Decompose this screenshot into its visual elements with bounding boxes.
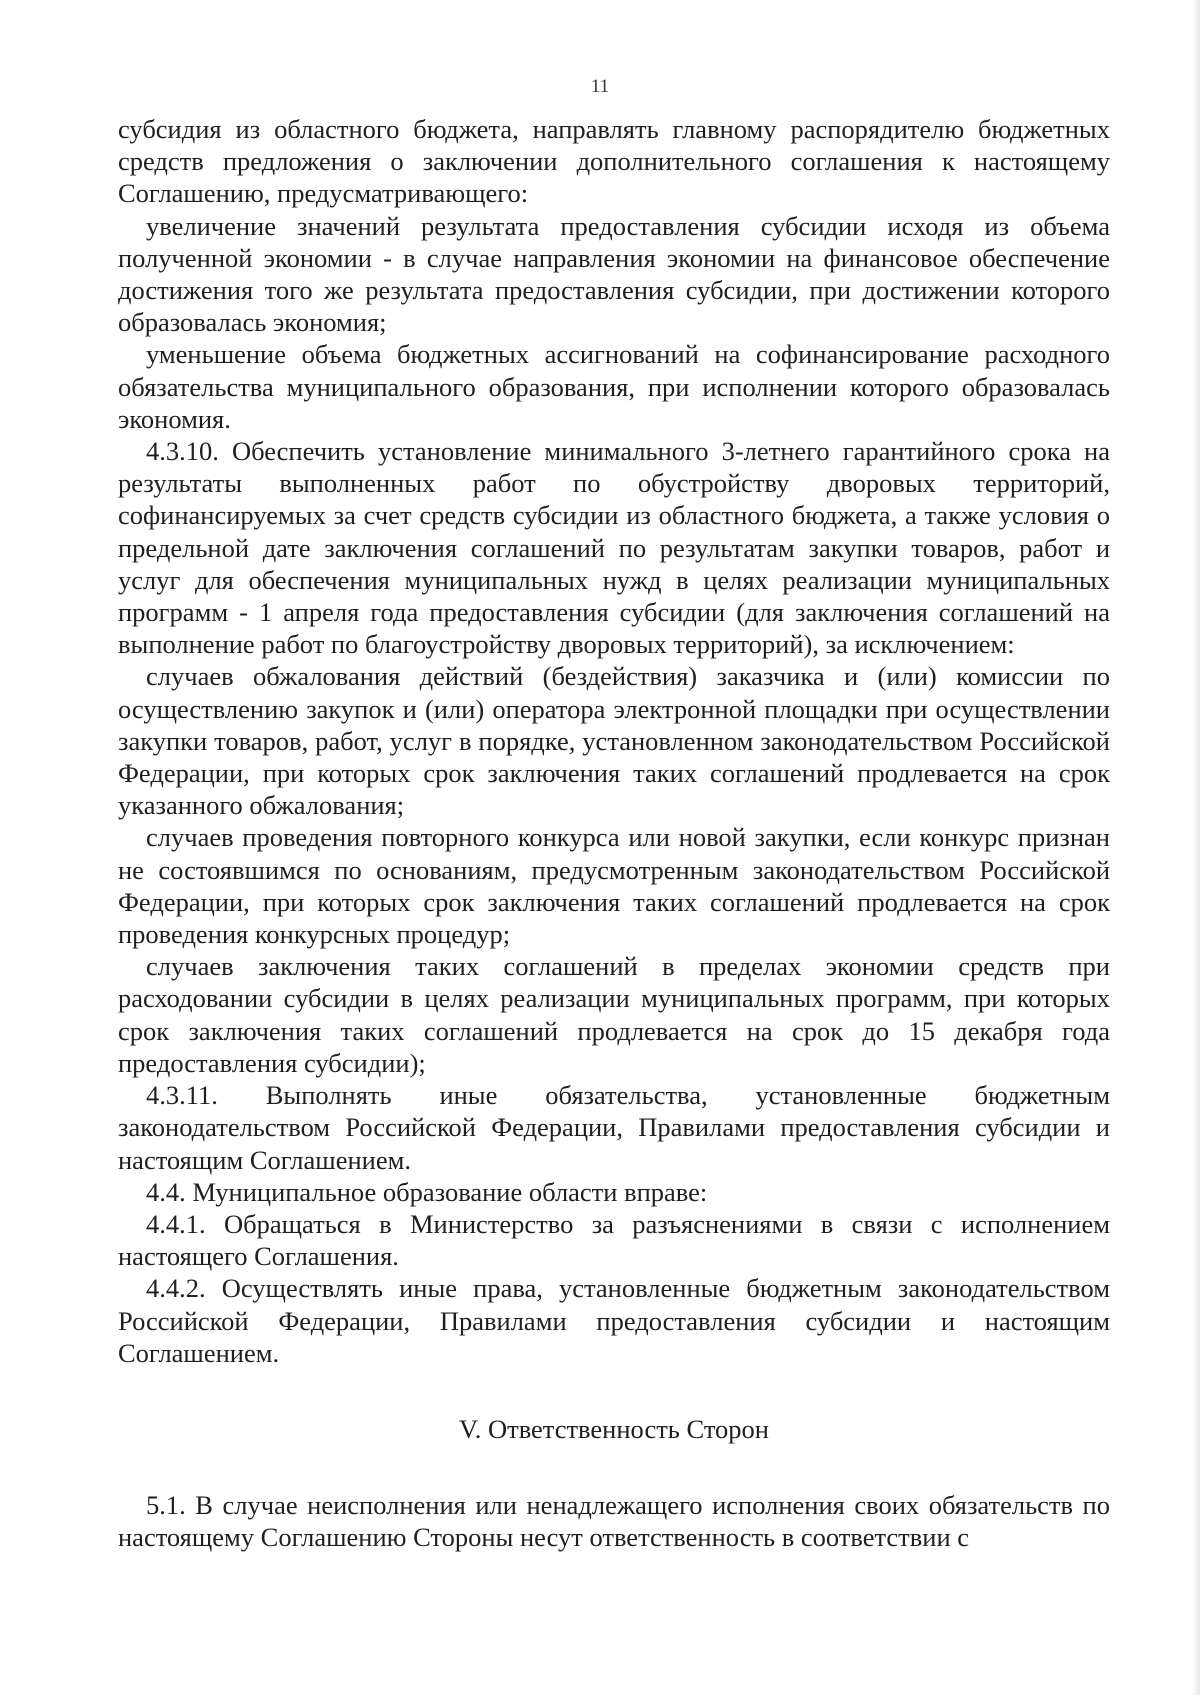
paragraph-repeat-tender-cases: случаев проведения повторного конкурса или новой закупки, если конкурс признан не состоявшимся по основаниям, предусмотренным законодательством Российской Федерации, при которых срок заключения таких соглашений продлевается на срок проведения конкурсных процедур; — [118, 822, 1110, 950]
document-body — [118, 113, 1110, 1554]
paragraph-increase-result: увеличение значений результата предоставления субсидии исходя из объема полученной экономии - в случае направления экономии на финансовое обеспечение достижения того же результата предоставления субсидии, при достижении которого образовалась экономия; — [118, 210, 1110, 338]
paragraph-4-3-11: 4.3.11. Выполнять иные обязательства, установленные бюджетным законодательством Российской Федерации, Правилами предоставления субсидии и настоящим Соглашением. — [118, 1080, 1110, 1175]
paragraph-4-4-2: 4.4.2. Осуществлять иные права, установленные бюджетным законодательством Российской Федерации, Правилами предоставления субсидии и настоящим Соглашением. — [118, 1273, 1110, 1368]
paragraph-4-3-10: 4.3.10. Обеспечить установление минимального 3-летнего гарантийного срока на результаты выполненных работ по обустройству дворовых территорий, софинансируемых за счет средств субсидии из областного бюджета, а также условия о предельной дате заключения соглашений по результатам закупки товаров, работ и услуг для обеспечения муниципальных нужд в целях реализации муниципальных программ - 1 апреля года предоставления субсидии (для заключения соглашений на выполнение работ по благоустройству дворовых территорий), за исключением: — [118, 436, 1110, 660]
paragraph-decrease-budget: уменьшение объема бюджетных ассигнований на софинансирование расходного обязательства муниципального образования, при исполнении которого образовалась экономия. — [118, 339, 1110, 434]
paragraph-appeal-cases: случаев обжалования действий (бездействия) заказчика и (или) комиссии по осуществлению закупок и (или) оператора электронной площадки при осуществлении закупки товаров, работ, услуг в порядке, установленном законодательством Российской Федерации, при которых срок заключения таких соглашений продлевается на срок указанного обжалования; — [118, 661, 1110, 821]
paragraph-4-4-1: 4.4.1. Обращаться в Министерство за разъяснениями в связи с исполнением настоящего Соглашения. — [118, 1208, 1110, 1272]
paragraph-5-1: 5.1. В случае неисполнения или ненадлежащего исполнения своих обязательств по настоящему Соглашению Стороны несут ответственность в соответствии с — [118, 1490, 1110, 1553]
paragraph-savings-cases: случаев заключения таких соглашений в пределах экономии средств при расходовании субсидии в целях реализации муниципальных программ, при которых срок заключения таких соглашений продлевается на срок до 15 декабря года предоставления субсидии); — [118, 951, 1110, 1078]
paragraph-continuation: субсидия из областного бюджета, направлять главному распорядителю бюджетных средств предложения о заключении дополнительного соглашения к настоящему Соглашению, предусматривающего: — [118, 114, 1110, 209]
scan-edge-shadow — [1192, 0, 1200, 1695]
section-heading: V. Ответственность Сторон — [459, 1413, 769, 1444]
paragraph-4-4: 4.4. Муниципальное образование области вправе: — [146, 1176, 708, 1207]
page-number: 11 — [590, 76, 610, 97]
